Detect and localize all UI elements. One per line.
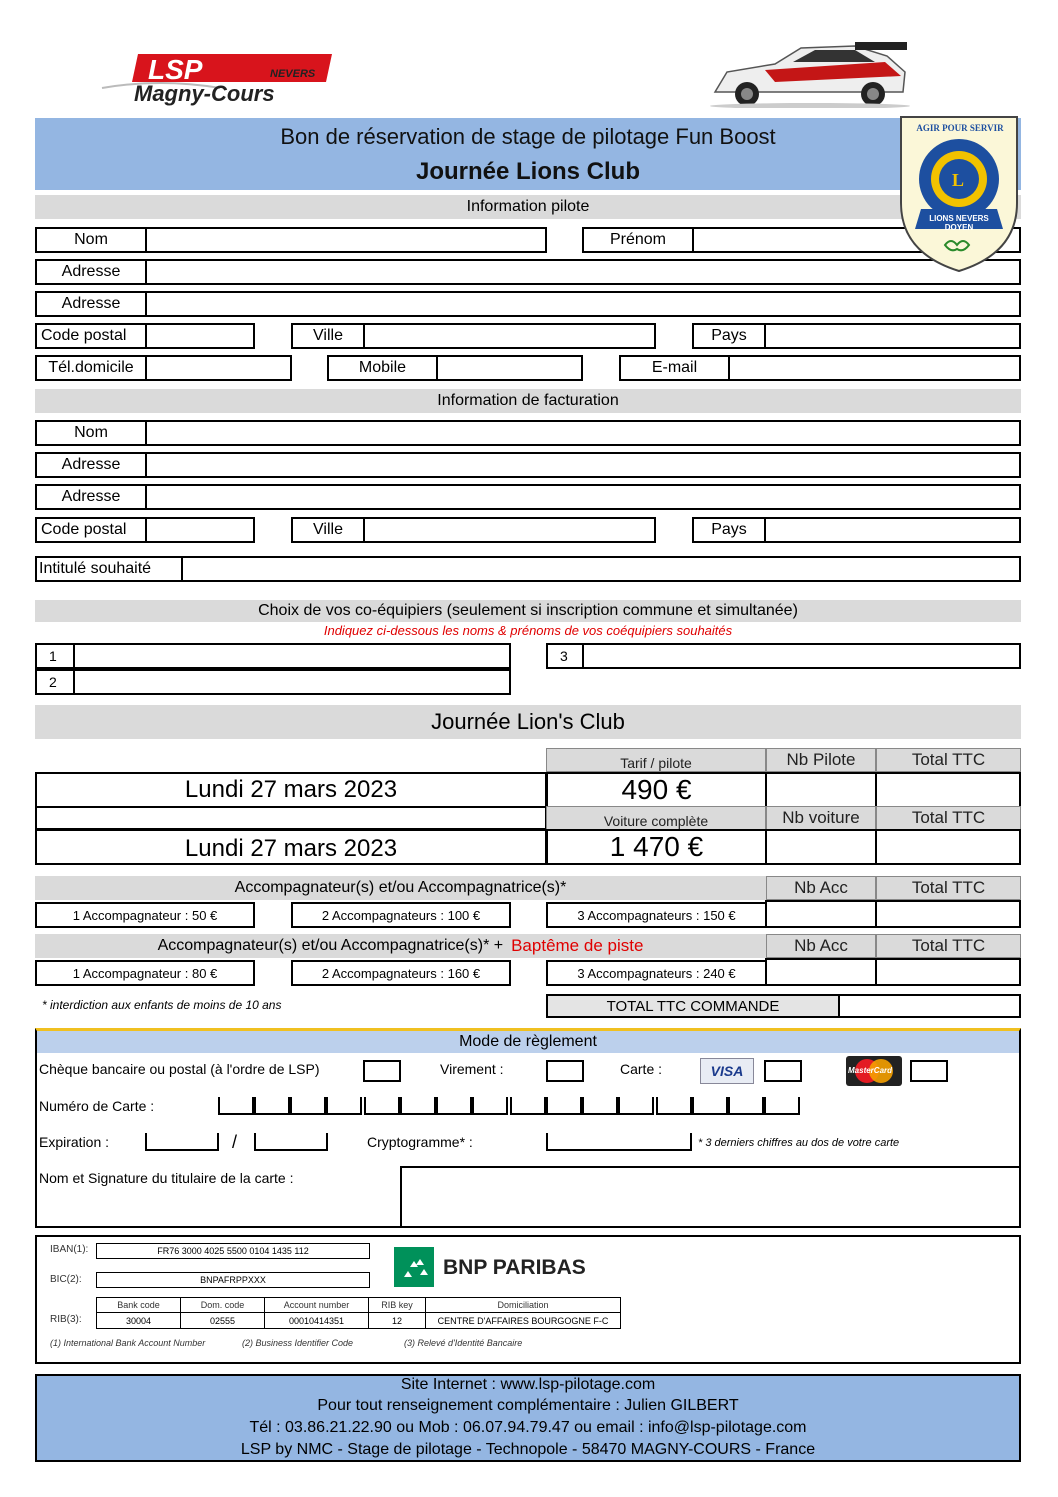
- lsp-logo: [100, 48, 335, 110]
- cheque-label: Chèque bancaire ou postal (à l'ordre de LSP): [39, 1061, 320, 1077]
- rib-header-key: RIB key: [368, 1297, 426, 1313]
- pilot-mobile-label: Mobile: [327, 355, 438, 381]
- voiture-complete-header: Voiture complète: [546, 806, 766, 830]
- visa-logo: [700, 1058, 754, 1084]
- event-date-1: Lundi 27 mars 2023: [35, 772, 547, 808]
- pilot-adresse1-label: Adresse: [35, 259, 147, 285]
- acc2-nb-field[interactable]: [765, 958, 877, 986]
- pilot-ville-field[interactable]: [363, 323, 656, 349]
- footnote-iban: (1) International Bank Account Number: [50, 1338, 206, 1348]
- footnote-bic: (2) Business Identifier Code: [242, 1338, 354, 1348]
- event-price-1: 490 €: [546, 772, 767, 808]
- acc2-total-field[interactable]: [875, 958, 1021, 986]
- rib-value-key: 12: [368, 1312, 426, 1329]
- iban-value: FR76 3000 4025 5500 0104 1435 112: [96, 1243, 370, 1259]
- footer-address: LSP by NMC - Stage de pilotage - Technopole - 58470 MAGNY-COURS - France: [240, 1441, 816, 1458]
- mastercard-checkbox[interactable]: [910, 1060, 948, 1082]
- race-car-image: [705, 40, 910, 108]
- section-billing-info: Information de facturation: [35, 389, 1021, 413]
- acc2-option-2[interactable]: 2 Accompagnateurs : 160 €: [291, 960, 511, 986]
- svg-text:LSP: LSP: [148, 54, 203, 85]
- nb-voiture-header: Nb voiture: [766, 806, 876, 830]
- nb-voiture-field[interactable]: [765, 829, 877, 865]
- pilot-code-postal-label: Code postal: [35, 323, 147, 349]
- virement-label: Virement :: [440, 1061, 504, 1077]
- pilot-ville-label: Ville: [291, 323, 365, 349]
- pilot-prenom-label: Prénom: [582, 227, 694, 253]
- pilot-mobile-field[interactable]: [436, 355, 583, 381]
- team-1-label: 1: [35, 643, 75, 669]
- rib-value-bank-code: 30004: [96, 1312, 181, 1329]
- section-pilot-info: Information pilote: [35, 195, 1021, 219]
- event-date-2: Lundi 27 mars 2023: [35, 829, 547, 865]
- team-1-field[interactable]: [73, 643, 511, 669]
- rib-header-bank-code: Bank code: [96, 1297, 181, 1313]
- pilot-tel-label: Tél.domicile: [35, 355, 147, 381]
- logo-place-text: Magny-Cours: [134, 81, 275, 106]
- billing-ville-label: Ville: [291, 517, 365, 543]
- iban-label: IBAN(1):: [50, 1244, 89, 1255]
- event-row-spacer: [35, 806, 547, 830]
- expiration-month-field[interactable]: [145, 1133, 219, 1151]
- age-restriction-note: * interdiction aux enfants de moins de 10 ans: [42, 998, 282, 1012]
- bic-value: BNPAFRPPXXX: [96, 1272, 370, 1288]
- card-number-label: Numéro de Carte :: [39, 1098, 155, 1114]
- crypto-note: * 3 derniers chiffres au dos de votre carte: [698, 1137, 900, 1149]
- team-3-label: 3: [546, 643, 584, 669]
- pilot-nom-label: Nom: [35, 227, 147, 253]
- cheque-checkbox[interactable]: [363, 1060, 401, 1082]
- rib-header-account: Account number: [264, 1297, 369, 1313]
- page-title: Bon de réservation de stage de pilotage Fun Boost: [280, 124, 776, 149]
- billing-code-postal-field[interactable]: [145, 517, 255, 543]
- total-commande-field[interactable]: [838, 994, 1021, 1018]
- pilot-pays-field[interactable]: [764, 323, 1021, 349]
- carte-label: Carte :: [620, 1061, 663, 1077]
- billing-nom-label: Nom: [35, 420, 147, 446]
- pilot-code-postal-field[interactable]: [145, 323, 255, 349]
- team-2-field[interactable]: [73, 669, 511, 695]
- rib-header-domiciliation: Domiciliation: [425, 1297, 621, 1313]
- billing-adresse2-field[interactable]: [145, 484, 1021, 510]
- acc2-title-band: [35, 934, 766, 958]
- rib-header-dom-code: Dom. code: [180, 1297, 265, 1313]
- svg-text:L: L: [952, 170, 965, 190]
- logo-sub-text: NEVERS: [270, 68, 316, 80]
- total-commande-label: TOTAL TTC COMMANDE: [546, 994, 840, 1018]
- expiration-slash: /: [232, 1132, 238, 1152]
- badge-arc-text: AGIR POUR SERVIR: [916, 123, 1004, 133]
- page-subtitle: Journée Lions Club: [415, 158, 640, 185]
- billing-pays-field[interactable]: [764, 517, 1021, 543]
- footer-phone-email[interactable]: Tél : 03.86.21.22.90 ou Mob : 06.07.94.79.47 ou email : info@lsp-pilotage.com: [249, 1419, 807, 1436]
- event-title: Journée Lion's Club: [35, 705, 1021, 739]
- expiration-year-field[interactable]: [254, 1133, 328, 1151]
- acc-total-header: Total TTC: [876, 876, 1021, 900]
- mastercard-logo: [846, 1056, 902, 1086]
- pilot-nom-field[interactable]: [145, 227, 547, 253]
- nb-pilote-field[interactable]: [765, 772, 877, 808]
- visa-logo-text: VISA: [710, 1063, 744, 1079]
- billing-pays-label: Pays: [692, 517, 766, 543]
- rib-value-dom-code: 02555: [180, 1312, 265, 1329]
- rib-label: RIB(3):: [50, 1314, 82, 1325]
- footnote-rib: (3) Relevé d'Identité Bancaire: [404, 1338, 523, 1348]
- acc-option-3[interactable]: 3 Accompagnateurs : 150 €: [546, 902, 767, 928]
- payment-title: Mode de règlement: [459, 1033, 597, 1050]
- signature-label: Nom et Signature du titulaire de la carte :: [39, 1170, 294, 1186]
- billing-adresse2-label: Adresse: [35, 484, 147, 510]
- billing-ville-field[interactable]: [363, 517, 656, 543]
- billing-adresse1-label: Adresse: [35, 452, 147, 478]
- bnp-logo: [394, 1247, 434, 1287]
- pilot-email-field[interactable]: [728, 355, 1021, 381]
- billing-nom-field[interactable]: [145, 420, 1021, 446]
- team-note: Indiquez ci-dessous les noms & prénoms de vos coéquipiers souhaités: [323, 623, 733, 638]
- tarif-pilote-header: Tarif / pilote: [546, 748, 766, 772]
- card-number-digits[interactable]: [218, 1097, 802, 1115]
- pilot-tel-field[interactable]: [145, 355, 292, 381]
- bnp-name: BNP PARIBAS: [443, 1256, 586, 1279]
- billing-adresse1-field[interactable]: [145, 452, 1021, 478]
- signature-field[interactable]: [400, 1166, 1021, 1228]
- nb-pilote-header: Nb Pilote: [766, 748, 876, 772]
- acc2-option-1[interactable]: 1 Accompagnateur : 80 €: [35, 960, 255, 986]
- visa-checkbox[interactable]: [764, 1060, 802, 1082]
- total-ttc-header-2: Total TTC: [876, 806, 1021, 830]
- acc-nb-field[interactable]: [765, 900, 877, 928]
- crypto-field[interactable]: [546, 1133, 692, 1151]
- virement-checkbox[interactable]: [546, 1060, 584, 1082]
- acc-option-2[interactable]: 2 Accompagnateurs : 100 €: [291, 902, 511, 928]
- rib-value-domiciliation: CENTRE D'AFFAIRES BOURGOGNE F-C: [425, 1312, 621, 1329]
- total-ttc-field-2[interactable]: [875, 829, 1021, 865]
- team-3-field[interactable]: [582, 643, 1021, 669]
- mastercard-logo-text: MasterCard: [848, 1066, 893, 1075]
- acc-nb-header: Nb Acc: [766, 876, 876, 900]
- pilot-pays-label: Pays: [692, 323, 766, 349]
- footer-contact: Pour tout renseignement complémentaire : Julien GILBERT: [317, 1397, 739, 1414]
- total-ttc-field-1[interactable]: [875, 772, 1021, 808]
- pilot-adresse1-field[interactable]: [145, 259, 1021, 285]
- section-team: Choix de vos co-équipiers (seulement si inscription commune et simultanée): [35, 600, 1021, 622]
- lions-club-badge: [897, 113, 1021, 273]
- acc2-title-red: Baptême de piste: [511, 936, 644, 955]
- event-price-2: 1 470 €: [546, 829, 767, 865]
- acc2-nb-header: Nb Acc: [766, 934, 876, 958]
- acc2-option-3[interactable]: 3 Accompagnateurs : 240 €: [546, 960, 767, 986]
- billing-intitule-field[interactable]: [181, 556, 1021, 582]
- rib-value-account: 00010414351: [264, 1312, 369, 1329]
- team-2-label: 2: [35, 669, 75, 695]
- pilot-adresse2-field[interactable]: [145, 291, 1021, 317]
- acc2-title: Accompagnateur(s) et/ou Accompagnatrice(s)* +: [157, 937, 504, 954]
- badge-ribbon-text: LIONS NEVERS DOYEN: [929, 214, 989, 232]
- bic-label: BIC(2):: [50, 1274, 82, 1285]
- pilot-email-label: E-mail: [619, 355, 730, 381]
- pilot-adresse2-label: Adresse: [35, 291, 147, 317]
- footer-website[interactable]: Site Internet : www.lsp-pilotage.com: [400, 1376, 656, 1393]
- expiration-label: Expiration :: [39, 1134, 110, 1150]
- acc-title: Accompagnateur(s) et/ou Accompagnatrice(s)*: [35, 876, 766, 900]
- acc2-total-header: Total TTC: [876, 934, 1021, 958]
- acc-total-field[interactable]: [875, 900, 1021, 928]
- total-ttc-header-1: Total TTC: [876, 748, 1021, 772]
- acc-option-1[interactable]: 1 Accompagnateur : 50 €: [35, 902, 255, 928]
- billing-intitule-label: Intitulé souhaité: [35, 556, 183, 582]
- billing-code-postal-label: Code postal: [35, 517, 147, 543]
- crypto-label: Cryptogramme* :: [367, 1134, 473, 1150]
